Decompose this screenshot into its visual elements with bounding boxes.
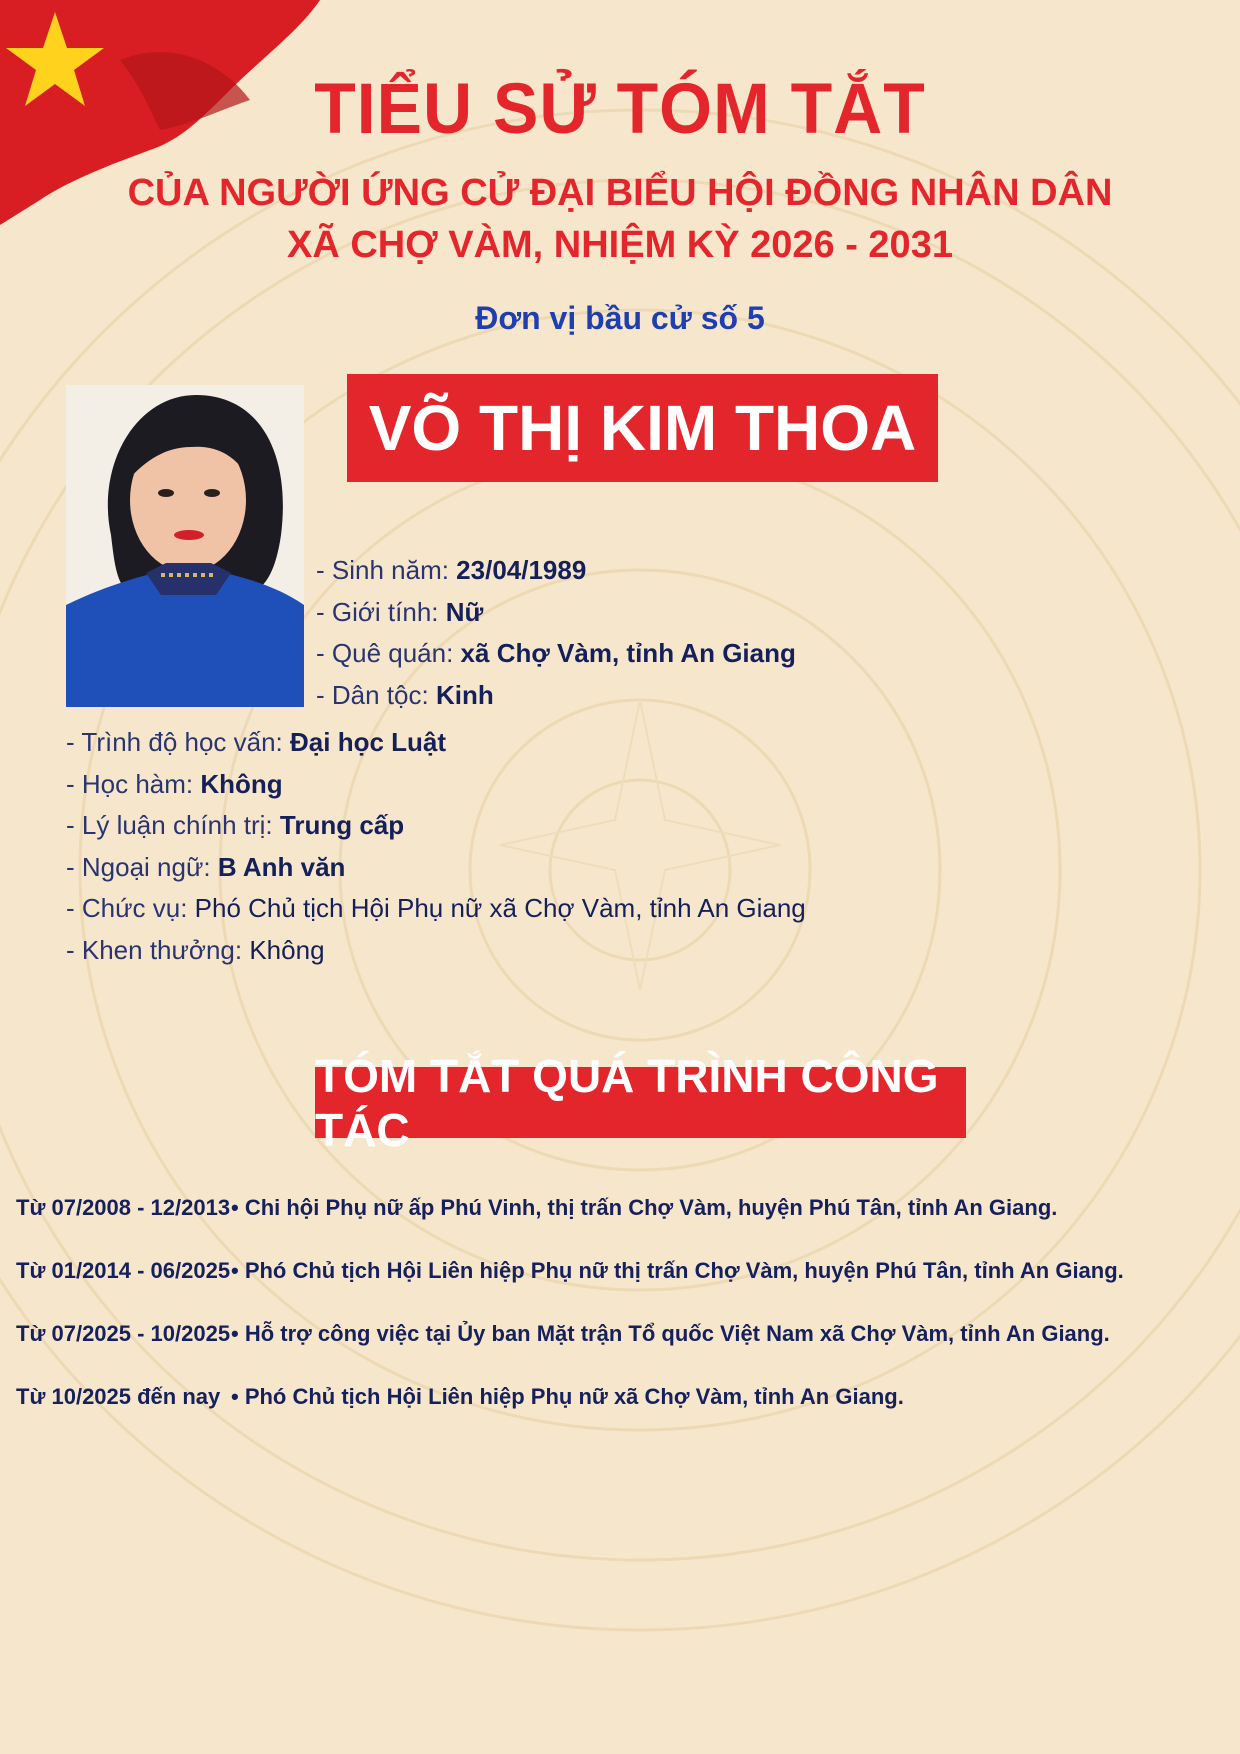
- career-list: [16, 1176, 1124, 1428]
- career-section-title-banner: [315, 1049, 966, 1156]
- career-description: • Chi hội Phụ nữ ấp Phú Vinh, thị trấn Chợ Vàm, huyện Phú Tân, tỉnh An Giang.: [231, 1194, 1058, 1220]
- document-title: TIỂU SỬ TÓM TẮT: [314, 69, 926, 149]
- personal-info-bottom: [66, 722, 806, 971]
- career-entry: [16, 1302, 1124, 1365]
- career-description: • Phó Chủ tịch Hội Liên hiệp Phụ nữ thị trấn Chợ Vàm, huyện Phú Tân, tỉnh An Giang.: [231, 1257, 1124, 1283]
- career-description: • Hỗ trợ công việc tại Ủy ban Mặt trận Tổ quốc Việt Nam xã Chợ Vàm, tỉnh An Giang.: [231, 1320, 1110, 1346]
- personal-info-top: [316, 550, 796, 716]
- career-entry: [16, 1239, 1124, 1302]
- career-period: Từ 01/2014 - 06/2025: [16, 1257, 231, 1283]
- career-entry: [16, 1365, 1124, 1428]
- career-period: Từ 10/2025 đến nay: [16, 1383, 221, 1409]
- info-row-hometown: - Quê quán: xã Chợ Vàm, tỉnh An Giang: [316, 638, 796, 668]
- candidate-name: VÕ THỊ KIM THOA: [368, 392, 917, 464]
- career-description: • Phó Chủ tịch Hội Liên hiệp Phụ nữ xã Chợ Vàm, tỉnh An Giang.: [231, 1383, 904, 1409]
- career-period: Từ 07/2025 - 10/2025: [16, 1320, 231, 1346]
- info-row-foreign-language: - Ngoại ngữ: B Anh văn: [66, 851, 346, 882]
- info-row-academic-title: - Học hàm: Không: [66, 768, 283, 799]
- info-row-education: - Trình độ học vấn: Đại học Luật: [66, 727, 447, 757]
- electoral-unit: Đơn vị bầu cử số 5: [475, 300, 765, 336]
- info-row-political-theory: - Lý luận chính trị: Trung cấp: [66, 810, 405, 840]
- subtitle-line-2: XÃ CHỢ VÀM, NHIỆM KỲ 2026 - 2031: [287, 224, 953, 266]
- candidate-photo: [66, 385, 304, 707]
- info-row-birth: - Sinh năm: 23/04/1989: [316, 555, 587, 585]
- subtitle-line-1: CỦA NGƯỜI ỨNG CỬ ĐẠI BIỂU HỘI ĐỒNG NHÂN DÂN: [127, 172, 1113, 214]
- info-row-gender: - Giới tính: Nữ: [316, 596, 484, 627]
- career-period: Từ 07/2008 - 12/2013: [16, 1194, 231, 1220]
- info-row-ethnicity: - Dân tộc: Kinh: [316, 679, 494, 710]
- info-row-awards: - Khen thưởng: Không: [66, 934, 325, 965]
- career-section-title: TÓM TẮT QUÁ TRÌNH CÔNG TÁC: [315, 1049, 939, 1156]
- candidate-name-banner: [347, 374, 938, 482]
- career-entry: [16, 1176, 1124, 1239]
- info-row-position: - Chức vụ: Phó Chủ tịch Hội Phụ nữ xã Chợ Vàm, tỉnh An Giang: [66, 893, 806, 923]
